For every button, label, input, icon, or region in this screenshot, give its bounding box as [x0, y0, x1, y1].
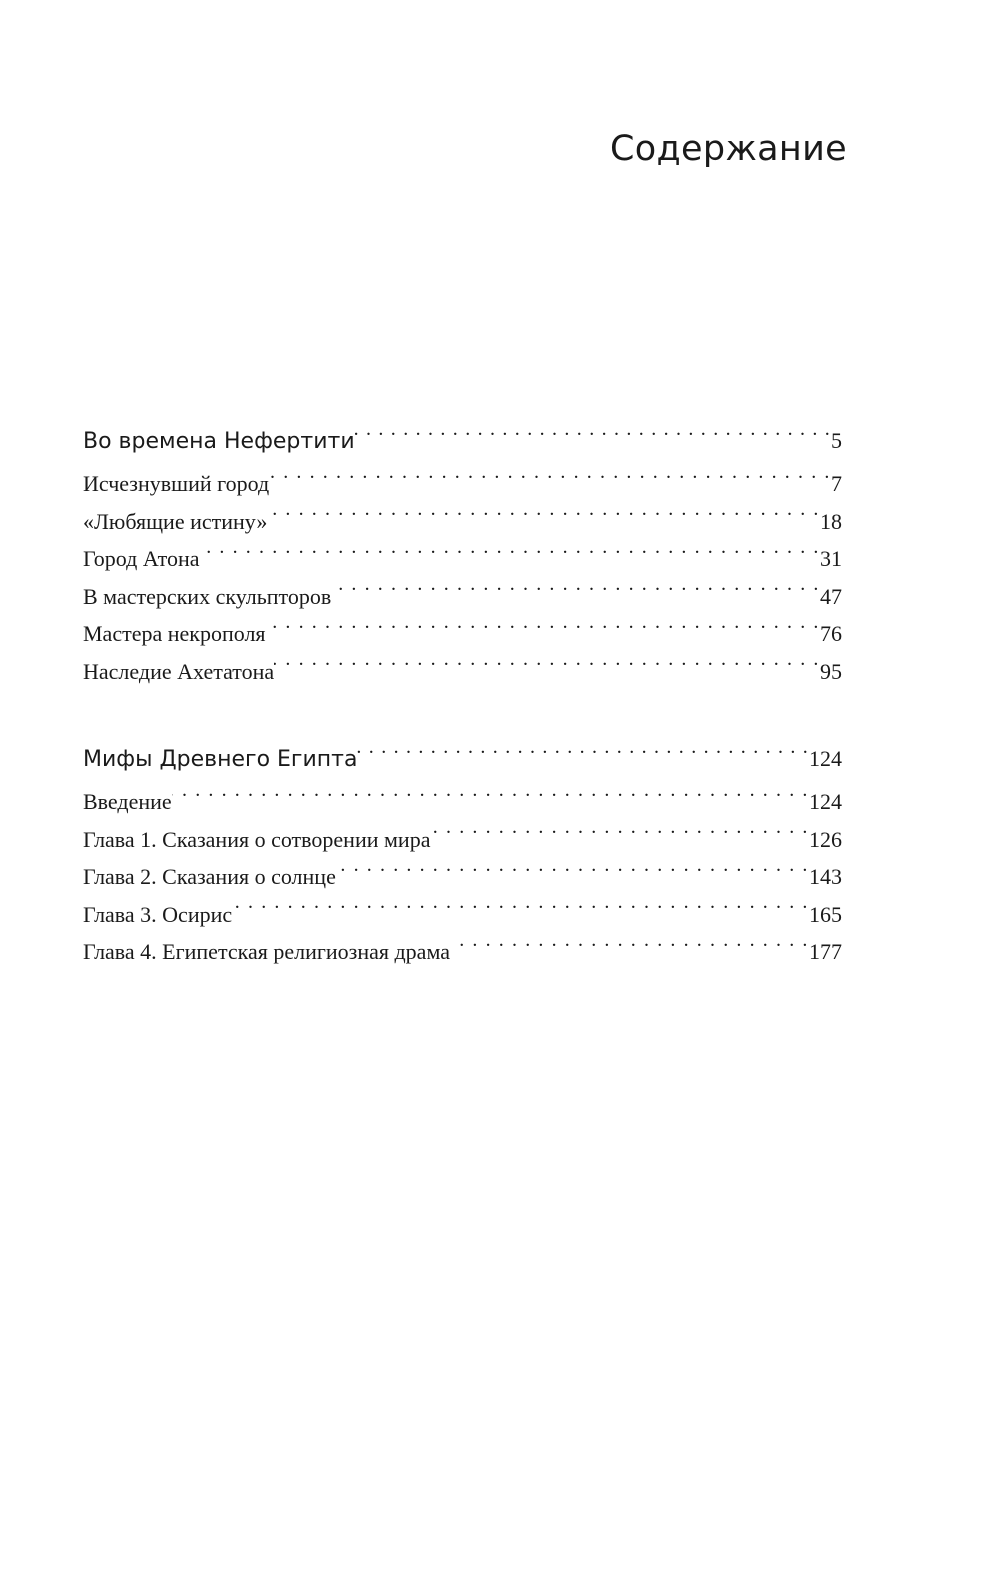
dot-leader [331, 582, 820, 604]
toc-page-number: 126 [809, 826, 842, 852]
dot-leader [232, 900, 809, 922]
toc-entry[interactable] [83, 783, 842, 821]
toc-section [83, 740, 842, 971]
toc-page-number: 47 [820, 583, 842, 609]
toc-entry-title: Глава 1. Сказания о сотворении мира [83, 826, 431, 852]
dot-leader [266, 619, 820, 641]
toc-page-number: 95 [820, 658, 842, 684]
toc-entry-title: Наследие Ахетатона [83, 658, 275, 684]
toc-entry-title: В мастерских скульпторов [83, 583, 332, 609]
toc-page-number: 18 [820, 508, 842, 534]
toc-page-number: 31 [820, 546, 842, 571]
toc-entry-title: Мастера некрополя [83, 621, 266, 646]
toc-entry[interactable] [83, 896, 842, 934]
dot-leader [274, 657, 820, 679]
dot-leader [267, 507, 820, 529]
toc-entry[interactable] [83, 821, 842, 859]
dot-leader [269, 469, 831, 491]
toc-entry[interactable] [83, 858, 842, 896]
toc-part-title: Мифы Древнего Египта [83, 747, 358, 772]
toc-entry[interactable] [83, 615, 842, 653]
toc-entry-title: Исчезнувший город [83, 471, 270, 496]
toc-entry-title: Введение [83, 789, 172, 814]
toc-entry-title: Глава 4. Египетская религиозная драма [83, 939, 450, 964]
toc-page-number: 124 [809, 746, 842, 771]
toc-entry[interactable] [83, 578, 842, 616]
toc-part-heading[interactable] [83, 740, 842, 777]
page-title: Содержание [610, 129, 847, 169]
toc-page-number: 143 [809, 864, 842, 889]
dot-leader [430, 825, 809, 847]
toc-entry-title: Глава 3. Осирис [83, 901, 233, 927]
dot-leader [355, 426, 831, 448]
dot-leader [357, 744, 809, 766]
toc-entry-title: Глава 2. Сказания о солнце [83, 864, 336, 889]
toc-page-number: 7 [831, 471, 842, 496]
toc-entry[interactable] [83, 503, 842, 541]
toc-entry[interactable] [83, 465, 842, 503]
toc-section [83, 422, 842, 690]
toc-entry[interactable] [83, 653, 842, 691]
dot-leader [200, 544, 821, 566]
toc-part-heading[interactable] [83, 422, 842, 459]
toc-page-number: 177 [809, 939, 842, 964]
dot-leader [172, 787, 809, 809]
toc-entry-title: «Любящие истину» [83, 508, 268, 534]
toc-part-title: Во времена Нефертити [83, 429, 355, 454]
dot-leader [336, 862, 809, 884]
toc-page-number: 5 [831, 428, 842, 453]
toc-entry[interactable] [83, 540, 842, 578]
toc-entry[interactable] [83, 933, 842, 971]
toc-page-number: 165 [809, 901, 842, 927]
toc-page-number: 124 [809, 789, 842, 814]
toc-page-number: 76 [820, 621, 842, 646]
dot-leader [450, 937, 809, 959]
toc-entry-title: Город Атона [83, 546, 200, 571]
